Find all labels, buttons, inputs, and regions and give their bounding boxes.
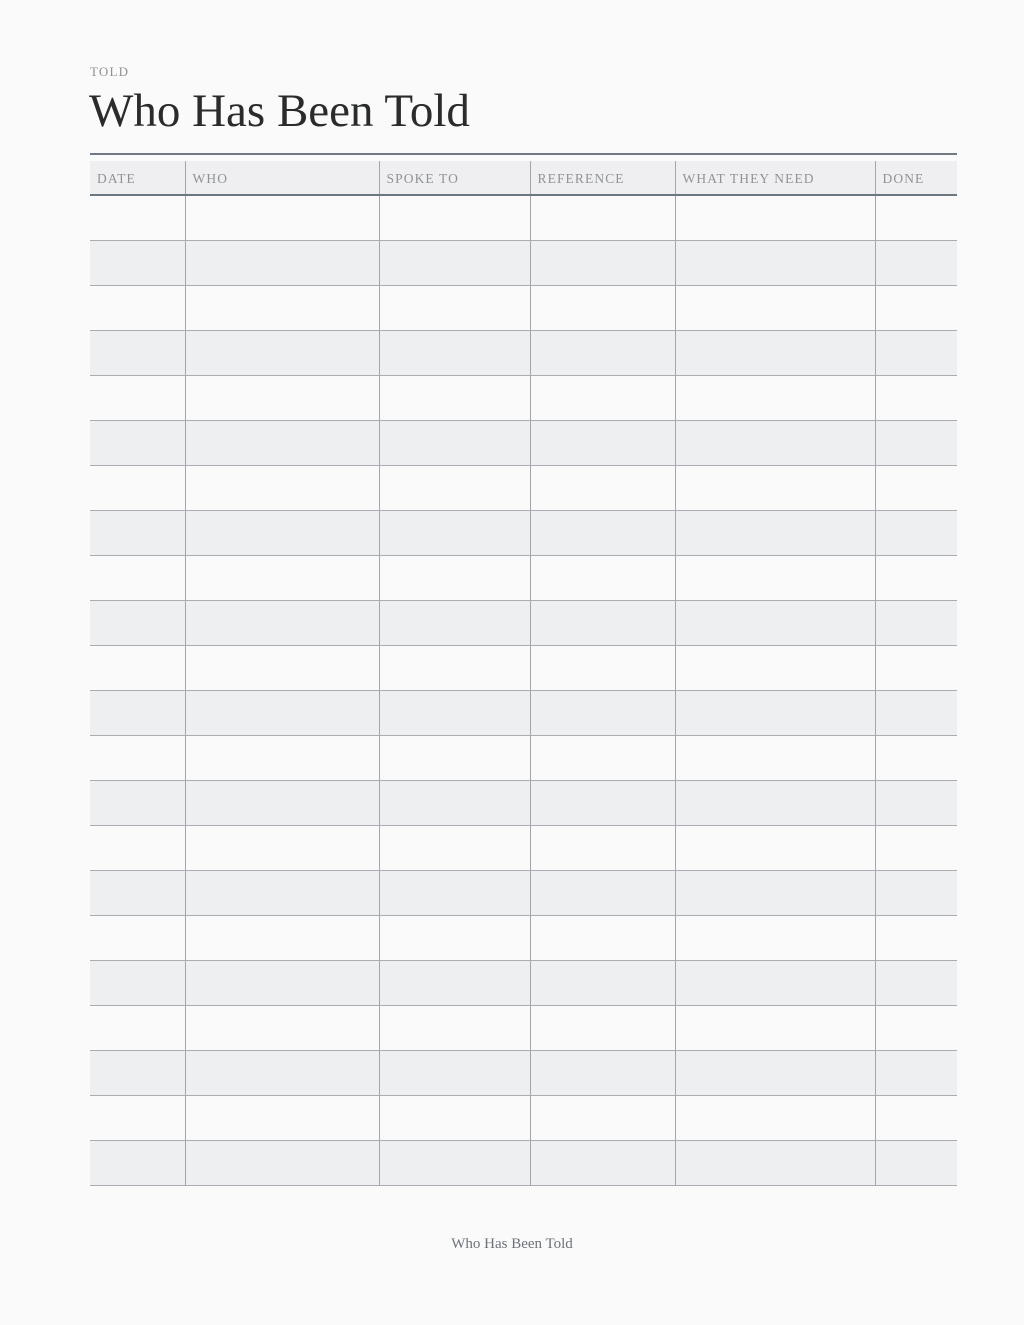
column-header-date: DATE [90, 161, 185, 195]
told-log-table [90, 161, 957, 1186]
cell-who[interactable] [185, 645, 379, 690]
table-row [90, 690, 957, 735]
cell-date[interactable] [90, 690, 185, 735]
cell-spoke-to[interactable] [379, 555, 530, 600]
cell-who[interactable] [185, 735, 379, 780]
cell-spoke-to[interactable] [379, 285, 530, 330]
table-row [90, 375, 957, 420]
cell-who[interactable] [185, 1050, 379, 1095]
cell-who[interactable] [185, 600, 379, 645]
cell-spoke-to[interactable] [379, 465, 530, 510]
cell-spoke-to[interactable] [379, 420, 530, 465]
cell-spoke-to[interactable] [379, 1005, 530, 1050]
cell-who[interactable] [185, 690, 379, 735]
cell-who[interactable] [185, 1095, 379, 1140]
cell-reference[interactable] [530, 1050, 675, 1095]
cell-who[interactable] [185, 555, 379, 600]
table-row [90, 915, 957, 960]
cell-spoke-to[interactable] [379, 240, 530, 285]
table-row [90, 825, 957, 870]
cell-reference[interactable] [530, 600, 675, 645]
cell-date[interactable] [90, 825, 185, 870]
cell-reference[interactable] [530, 645, 675, 690]
cell-what-they-need[interactable] [675, 870, 875, 915]
cell-done[interactable] [875, 600, 957, 645]
cell-reference[interactable] [530, 915, 675, 960]
cell-who[interactable] [185, 1005, 379, 1050]
cell-what-they-need[interactable] [675, 285, 875, 330]
cell-date[interactable] [90, 375, 185, 420]
table-header-row [90, 161, 957, 195]
table-row [90, 555, 957, 600]
cell-what-they-need[interactable] [675, 510, 875, 555]
cell-what-they-need[interactable] [675, 375, 875, 420]
cell-reference[interactable] [530, 420, 675, 465]
table-row [90, 420, 957, 465]
column-header-spoke-to: SPOKE TO [379, 161, 530, 195]
cell-what-they-need[interactable] [675, 1140, 875, 1185]
page-title: Who Has Been Told [89, 85, 470, 137]
cell-date[interactable] [90, 465, 185, 510]
column-header-who: WHO [185, 161, 379, 195]
table-row [90, 960, 957, 1005]
cell-done[interactable] [875, 1140, 957, 1185]
cell-spoke-to[interactable] [379, 735, 530, 780]
cell-what-they-need[interactable] [675, 1005, 875, 1050]
cell-spoke-to[interactable] [379, 870, 530, 915]
cell-done[interactable] [875, 645, 957, 690]
cell-spoke-to[interactable] [379, 780, 530, 825]
cell-what-they-need[interactable] [675, 330, 875, 375]
cell-done[interactable] [875, 240, 957, 285]
cell-spoke-to[interactable] [379, 645, 530, 690]
table-row [90, 780, 957, 825]
cell-spoke-to[interactable] [379, 1050, 530, 1095]
cell-reference[interactable] [530, 465, 675, 510]
cell-what-they-need[interactable] [675, 465, 875, 510]
table-row [90, 465, 957, 510]
cell-who[interactable] [185, 960, 379, 1005]
cell-reference[interactable] [530, 1005, 675, 1050]
cell-done[interactable] [875, 780, 957, 825]
cell-what-they-need[interactable] [675, 240, 875, 285]
cell-who[interactable] [185, 465, 379, 510]
cell-done[interactable] [875, 870, 957, 915]
column-header-reference: REFERENCE [530, 161, 675, 195]
cell-done[interactable] [875, 825, 957, 870]
cell-done[interactable] [875, 420, 957, 465]
cell-what-they-need[interactable] [675, 960, 875, 1005]
cell-what-they-need[interactable] [675, 735, 875, 780]
cell-done[interactable] [875, 375, 957, 420]
cell-reference[interactable] [530, 735, 675, 780]
cell-what-they-need[interactable] [675, 555, 875, 600]
cell-done[interactable] [875, 510, 957, 555]
cell-spoke-to[interactable] [379, 915, 530, 960]
cell-spoke-to[interactable] [379, 330, 530, 375]
cell-done[interactable] [875, 690, 957, 735]
cell-done[interactable] [875, 465, 957, 510]
cell-date[interactable] [90, 285, 185, 330]
cell-date[interactable] [90, 420, 185, 465]
cell-reference[interactable] [530, 960, 675, 1005]
cell-who[interactable] [185, 510, 379, 555]
cell-who[interactable] [185, 240, 379, 285]
cell-date[interactable] [90, 735, 185, 780]
cell-date[interactable] [90, 645, 185, 690]
cell-date[interactable] [90, 330, 185, 375]
cell-reference[interactable] [530, 1095, 675, 1140]
table-row [90, 1005, 957, 1050]
cell-date[interactable] [90, 870, 185, 915]
cell-spoke-to[interactable] [379, 375, 530, 420]
table-row [90, 510, 957, 555]
cell-who[interactable] [185, 330, 379, 375]
cell-done[interactable] [875, 735, 957, 780]
cell-who[interactable] [185, 1140, 379, 1185]
cell-what-they-need[interactable] [675, 645, 875, 690]
cell-reference[interactable] [530, 195, 675, 240]
column-header-what-they-need: WHAT THEY NEED [675, 161, 875, 195]
cell-spoke-to[interactable] [379, 825, 530, 870]
cell-done[interactable] [875, 555, 957, 600]
cell-done[interactable] [875, 195, 957, 240]
cell-done[interactable] [875, 915, 957, 960]
page-footer: Who Has Been Told [451, 1236, 573, 1252]
cell-what-they-need[interactable] [675, 825, 875, 870]
table-row [90, 870, 957, 915]
cell-spoke-to[interactable] [379, 510, 530, 555]
cell-reference[interactable] [530, 375, 675, 420]
section-eyebrow: TOLD [90, 64, 130, 79]
cell-who[interactable] [185, 420, 379, 465]
cell-who[interactable] [185, 375, 379, 420]
cell-done[interactable] [875, 330, 957, 375]
table-body [90, 195, 957, 1185]
table-row [90, 330, 957, 375]
cell-date[interactable] [90, 1050, 185, 1095]
cell-reference[interactable] [530, 555, 675, 600]
cell-what-they-need[interactable] [675, 915, 875, 960]
cell-reference[interactable] [530, 870, 675, 915]
table-row [90, 735, 957, 780]
cell-spoke-to[interactable] [379, 1140, 530, 1185]
cell-date[interactable] [90, 960, 185, 1005]
cell-done[interactable] [875, 1005, 957, 1050]
cell-who[interactable] [185, 285, 379, 330]
cell-what-they-need[interactable] [675, 1095, 875, 1140]
cell-reference[interactable] [530, 780, 675, 825]
column-header-done: DONE [875, 161, 957, 195]
cell-done[interactable] [875, 1050, 957, 1095]
cell-spoke-to[interactable] [379, 690, 530, 735]
table-row [90, 645, 957, 690]
cell-date[interactable] [90, 600, 185, 645]
cell-reference[interactable] [530, 330, 675, 375]
table-row [90, 1095, 957, 1140]
table-row [90, 1140, 957, 1185]
table-row [90, 600, 957, 645]
cell-date[interactable] [90, 915, 185, 960]
cell-who[interactable] [185, 870, 379, 915]
cell-reference[interactable] [530, 1140, 675, 1185]
cell-who[interactable] [185, 825, 379, 870]
cell-spoke-to[interactable] [379, 600, 530, 645]
cell-date[interactable] [90, 240, 185, 285]
cell-date[interactable] [90, 195, 185, 240]
table-row [90, 285, 957, 330]
cell-what-they-need[interactable] [675, 780, 875, 825]
table-row [90, 195, 957, 240]
cell-reference[interactable] [530, 510, 675, 555]
title-divider [90, 153, 957, 155]
cell-date[interactable] [90, 1095, 185, 1140]
cell-reference[interactable] [530, 240, 675, 285]
table-row [90, 1050, 957, 1095]
cell-done[interactable] [875, 285, 957, 330]
cell-spoke-to[interactable] [379, 1095, 530, 1140]
cell-done[interactable] [875, 960, 957, 1005]
cell-what-they-need[interactable] [675, 600, 875, 645]
cell-date[interactable] [90, 780, 185, 825]
cell-what-they-need[interactable] [675, 1050, 875, 1095]
cell-reference[interactable] [530, 690, 675, 735]
cell-spoke-to[interactable] [379, 195, 530, 240]
cell-who[interactable] [185, 195, 379, 240]
table-row [90, 240, 957, 285]
cell-what-they-need[interactable] [675, 195, 875, 240]
cell-spoke-to[interactable] [379, 960, 530, 1005]
cell-reference[interactable] [530, 285, 675, 330]
cell-who[interactable] [185, 915, 379, 960]
cell-done[interactable] [875, 1095, 957, 1140]
cell-what-they-need[interactable] [675, 690, 875, 735]
cell-date[interactable] [90, 1140, 185, 1185]
cell-date[interactable] [90, 555, 185, 600]
cell-date[interactable] [90, 510, 185, 555]
cell-who[interactable] [185, 780, 379, 825]
cell-what-they-need[interactable] [675, 420, 875, 465]
cell-reference[interactable] [530, 825, 675, 870]
cell-date[interactable] [90, 1005, 185, 1050]
